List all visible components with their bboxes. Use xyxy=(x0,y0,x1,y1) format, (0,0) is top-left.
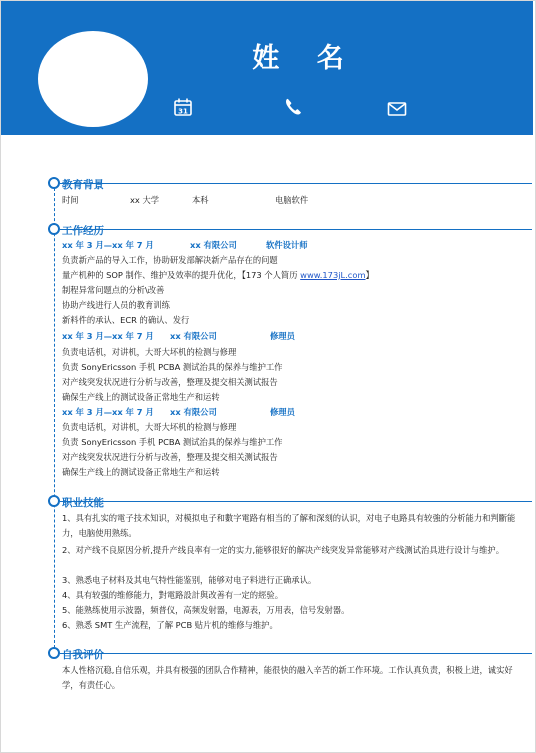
job-duty: 负责 SonyEricsson 手机 PCBA 测试治具的保养与维护工作 xyxy=(62,362,283,372)
education-major: 电脑软件 xyxy=(275,195,309,205)
timeline-line xyxy=(54,183,55,653)
job-company: xx 有限公司 xyxy=(170,331,217,341)
skill-item: 2、对产线不良原因分析,提升产线良率有一定的实力,能够很好的解决产线突发异常能够对产线测试治具进行设计与维护。 xyxy=(62,545,504,555)
job-duty-text: 量产机种的 SOP 制作、维护及效率的提升优化，【173 个人简历 xyxy=(62,270,301,280)
evaluation-title: 自我评价 xyxy=(62,649,104,661)
calendar-icon xyxy=(172,96,194,118)
job-period: xx 年 3 月—xx 年 7 月 xyxy=(62,240,154,250)
mail-icon xyxy=(386,98,408,120)
job-duty: 对产线突发状况进行分析与改善，整理及提交相关测试报告 xyxy=(62,452,278,462)
job-duty: 对产线突发状况进行分析与改善，整理及提交相关测试报告 xyxy=(62,377,278,387)
header-banner xyxy=(0,0,533,135)
job-duty: 确保生产线上的测试设备正常地生产和运转 xyxy=(62,467,220,477)
section-marker xyxy=(48,647,60,659)
job-duty: 制程异常问题点的分析\改善 xyxy=(62,285,165,295)
job-duty: 负责 SonyEricsson 手机 PCBA 测试治具的保养与维护工作 xyxy=(62,437,283,447)
job-period: xx 年 3 月—xx 年 7 月 xyxy=(62,331,154,341)
job-duty: 负责新产品的导入工作，协助研发部解决新产品存在的问题 xyxy=(62,255,278,265)
work-title: 工作经历 xyxy=(62,225,104,237)
skill-item: 5、能熟练使用示波器，频普仪，高频发射器，电源表，万用表，信号发射器。 xyxy=(62,605,350,615)
section-divider xyxy=(60,501,532,502)
skill-item: 1、具有扎实的電子技术知识，对模拟电子和數字電路有相当的了解和深刻的认识，对电子电路具有较強的分析能力和判斷能力，电脑使用熟练。 xyxy=(62,513,516,538)
job-duty-suffix: 】 xyxy=(365,270,374,280)
education-school: xx 大学 xyxy=(130,195,160,205)
section-divider xyxy=(60,229,532,230)
section-marker xyxy=(48,495,60,507)
education-degree: 本科 xyxy=(192,195,209,205)
job-period: xx 年 3 月—xx 年 7 月 xyxy=(62,407,154,417)
calendar-day: 31 xyxy=(178,107,188,116)
section-marker xyxy=(48,177,60,189)
phone-icon xyxy=(282,96,304,118)
job-position: 修理员 xyxy=(270,407,295,417)
job-duty: 协助产线进行人员的教育训练 xyxy=(62,300,170,310)
job-position: 修理员 xyxy=(270,331,295,341)
skill-item: 4、具有较强的维修能力，對電路設計與改善有一定的經验。 xyxy=(62,590,283,600)
page-title: 姓 名 xyxy=(252,43,358,74)
job-duty: 负责电话机，对讲机，大哥大坏机的检测与修理 xyxy=(62,422,237,432)
job-duty: 负责电话机，对讲机，大哥大坏机的检测与修理 xyxy=(62,347,237,357)
avatar[interactable] xyxy=(38,31,148,127)
section-marker xyxy=(48,223,60,235)
job-position: 软件设计师 xyxy=(266,240,308,250)
job-company: xx 有限公司 xyxy=(170,407,217,417)
skill-item: 6、熟悉 SMT 生产流程，了解 PCB 贴片机的维修与维护。 xyxy=(62,620,278,630)
resume-site-link[interactable]: www.173jL.com xyxy=(300,270,366,280)
skill-item: 3、熟悉电子材料及其电气特性能鉴别，能够对电子料进行正确承认。 xyxy=(62,575,317,585)
skills-title: 职业技能 xyxy=(62,497,104,509)
job-company: xx 有限公司 xyxy=(190,240,237,250)
job-duty: 新料件的承认、ECR 的确认、发行 xyxy=(62,315,190,325)
section-divider xyxy=(60,653,532,654)
education-title: 教育背景 xyxy=(62,179,104,191)
section-divider xyxy=(60,183,532,184)
evaluation-text: 本人性格沉稳,自信乐观，并具有极强的团队合作精神，能很快的融入辛苦的新工作环境。工作认真负责，积极上进，诚实好学，有责任心。 xyxy=(62,665,513,690)
job-duty xyxy=(62,270,374,281)
education-time: 时间 xyxy=(62,195,79,205)
job-duty: 确保生产线上的测试设备正常地生产和运转 xyxy=(62,392,220,402)
